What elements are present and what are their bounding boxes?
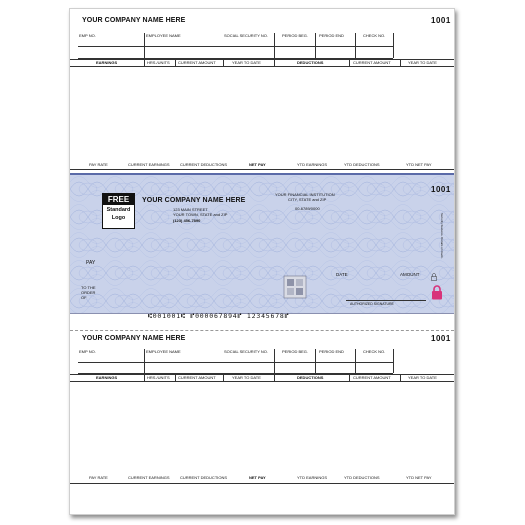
top-stub-footer-pay-rate: PAY RATE xyxy=(89,162,108,167)
bottom-stub-col-ytd: YEAR TO DATE xyxy=(232,375,261,380)
top-stub-label-period-end: PERIOD END xyxy=(319,33,344,38)
bottom-stub-footer-ytd-net-pay: YTD NET PAY xyxy=(406,475,432,480)
bottom-stub-footer-net-pay: NET PAY xyxy=(249,475,266,480)
top-stub-footer-ytd-earnings: YTD EARNINGS xyxy=(297,162,328,167)
top-stub-footer-net-pay: NET PAY xyxy=(249,162,266,167)
top-stub-footer-current-earnings: CURRENT EARNINGS xyxy=(128,162,170,167)
bank-name: YOUR FINANCIAL INSTITUTION xyxy=(275,192,335,197)
security-features-text: Security features. Details on back. xyxy=(440,213,444,259)
amount-label: AMOUNT xyxy=(400,272,420,277)
top-stub-col-current-amount: CURRENT AMOUNT xyxy=(178,60,216,65)
top-stub-label-emp-no: EMP NO. xyxy=(79,33,96,38)
bottom-stub-label-check-no: CHECK NO. xyxy=(363,349,386,354)
top-stub-footer-ytd-deductions: YTD DEDUCTIONS xyxy=(344,162,380,167)
bottom-stub-label-period-beg: PERIOD BEG. xyxy=(282,349,309,354)
bottom-stub-check-number: 1001 xyxy=(431,334,451,343)
top-stub-col-ded-ytd: YEAR TO DATE xyxy=(408,60,437,65)
check-address-line2: YOUR TOWN, STATE and ZIP xyxy=(173,212,228,217)
top-stub-company-name: YOUR COMPANY NAME HERE xyxy=(82,17,186,24)
top-stub-label-employee-name: EMPLOYEE NAME xyxy=(146,33,181,38)
check-body xyxy=(70,173,454,314)
bottom-stub-label-emp-no: EMP NO. xyxy=(79,349,96,354)
top-stub-footer-current-deductions: CURRENT DEDUCTIONS xyxy=(180,162,228,167)
security-chip-icon xyxy=(283,275,307,299)
bottom-stub-company-name: YOUR COMPANY NAME HERE xyxy=(82,335,186,342)
check-phone: (123) 456-7890 xyxy=(173,218,201,223)
bottom-stub-col-deductions: DEDUCTIONS xyxy=(297,375,324,380)
top-stub-label-check-no: CHECK NO. xyxy=(363,33,386,38)
authorized-signature-label: AUTHORIZED SIGNATURE xyxy=(350,302,394,306)
top-stub-col-ded-current: CURRENT AMOUNT xyxy=(353,60,391,65)
bottom-stub-col-ded-current: CURRENT AMOUNT xyxy=(353,375,391,380)
bottom-stub-footer-current-earnings: CURRENT EARNINGS xyxy=(128,475,170,480)
top-stub-label-period-beg: PERIOD BEG. xyxy=(282,33,309,38)
bottom-stub-col-current-amount: CURRENT AMOUNT xyxy=(178,375,216,380)
bottom-stub-footer-ytd-deductions: YTD DEDUCTIONS xyxy=(344,475,380,480)
top-stub-footer-ytd-net-pay: YTD NET PAY xyxy=(406,162,432,167)
check-address-line1: 123 MAIN STREET xyxy=(173,207,208,212)
top-stub-col-deductions: DEDUCTIONS xyxy=(297,60,324,65)
lock-outline-icon xyxy=(431,268,437,276)
to-the-label: TO THE xyxy=(81,285,96,290)
bottom-stub-col-hrs: HRS./UNITS xyxy=(147,375,170,380)
top-stub-col-earnings: EARNINGS xyxy=(96,60,118,65)
order-label: ORDER xyxy=(81,290,96,295)
bottom-stub-label-period-end: PERIOD END xyxy=(319,349,344,354)
check-company-name: YOUR COMPANY NAME HERE xyxy=(142,197,246,204)
top-stub-col-ytd: YEAR TO DATE xyxy=(232,60,261,65)
top-stub-col-hrs: HRS./UNITS xyxy=(147,60,170,65)
micr-line: ⑆001001⑆ ⑈000067894⑈ 12345678⑈ xyxy=(148,312,290,320)
bottom-stub-col-ded-ytd: YEAR TO DATE xyxy=(408,375,437,380)
bottom-stub-footer-ytd-earnings: YTD EARNINGS xyxy=(297,475,328,480)
check-page xyxy=(69,8,455,515)
top-stub-label-ssn: SOCIAL SECURITY NO. xyxy=(224,33,269,38)
pay-label: PAY xyxy=(86,260,96,266)
bottom-stub-label-ssn: SOCIAL SECURITY NO. xyxy=(224,349,269,354)
routing-fraction: 00-6789/0000 xyxy=(295,206,320,211)
bottom-stub-label-employee-name: EMPLOYEE NAME xyxy=(146,349,181,354)
of-label: OF xyxy=(81,295,87,300)
bank-city: CITY, STATE and ZIP xyxy=(288,197,327,202)
date-label: DATE xyxy=(336,272,348,277)
padlock-icon xyxy=(431,285,443,300)
bottom-stub-col-earnings: EARNINGS xyxy=(96,375,118,380)
bottom-stub-footer-pay-rate: PAY RATE xyxy=(89,475,108,480)
top-stub-check-number: 1001 xyxy=(431,16,451,25)
check-check-number: 1001 xyxy=(431,185,451,194)
free-standard-logo: FREE Standard Logo xyxy=(102,193,135,229)
bottom-stub-footer-current-deductions: CURRENT DEDUCTIONS xyxy=(180,475,228,480)
